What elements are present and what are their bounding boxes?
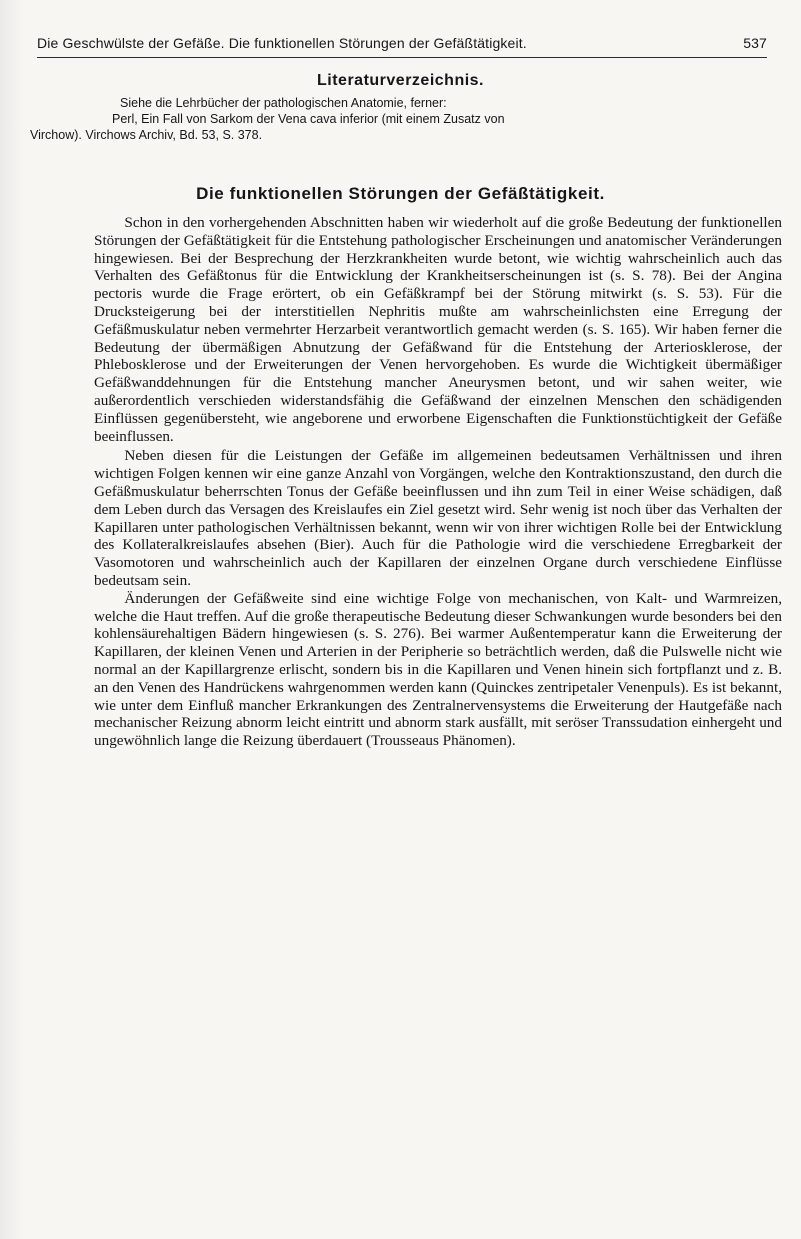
- page-header: [37, 33, 767, 58]
- reference-line-2: Virchow). Virchows Archiv, Bd. 53, S. 378.: [30, 128, 263, 142]
- literature-title: Literaturverzeichnis.: [317, 72, 484, 89]
- page-number: 537: [743, 35, 767, 51]
- running-head: Die Geschwülste der Gefäße. Die funktionellen Störungen der Gefäßtätigkeit.: [37, 35, 527, 51]
- paragraph-2: Neben diesen für die Leistungen der Gefäße im allgemeinen bedeutsamen Verhältnissen und ihren wichtigen Folgen kennen wir eine ganze Anzahl von Vorgängen, welche den Kontraktionszustand, den durch die Gefäßmuskulatur beherrschten Tonus der Gefäße beeinflussen und ihn zum Teil in einer Weise schädigen, daß dem Leben durch das Versagen des Kreislaufes ein Ziel gesetzt wird. Sehr wenig ist noch über das Verhalten der Kapillaren unter pathologischen Verhältnissen bekannt, wenn wir von ihrer wichtigen Rolle bei der Entwicklung des Kollateralkreislaufes absehen (Bier). Auch für die Pathologie wird die verschiedene Erregbarkeit der Vasomotoren und wahrscheinlich auch der Kapillaren der einzelnen Organe durch verschiedene Einflüsse bedeutsam sein.: [94, 447, 782, 589]
- section-body: [94, 214, 782, 750]
- paragraph-1: Schon in den vorhergehenden Abschnitten haben wir wiederholt auf die große Bedeutung der funktionellen Störungen der Gefäßtätigkeit für die Entstehung pathologischer Erscheinungen und anatomischer Veränderungen hingewiesen. Bei der Besprechung der Herzkrankheiten wurde betont, wie wichtig wahrscheinlich auch das Verhalten des Gefäßtonus für die Entwicklung der Krankheitserscheinungen ist (s. S. 78). Bei der Angina pectoris wurde die Frage erörtert, ob ein Gefäßkrampf bei der Störung mitwirkt (s. S. 53). Für die Drucksteigerung bei der interstitiellen Nephritis mußte am wahrscheinlichsten eine Erregung der Gefäßmuskulatur neben vermehrter Herzarbeit verantwortlich gemacht werden (s. S. 165). Wir haben ferner die Bedeutung der übermäßigen Abnutzung der Gefäßwand für die Entstehung der Arteriosklerose, der Phlebosklerose und der Erweiterungen der Venen hervorgehoben. Es wurde die Wichtigkeit übermäßiger Gefäßwanddehnungen für die Entstehung mancher Aneurysmen betont, und wir sahen weiter, wie außerordentlich verschieden widerstandsfähig die Gefäßwand der einzelnen Menschen den schädigenden Einflüssen gegenübersteht, wie angeborene und erworbene Eigenschaften die Funktionstüchtigkeit der Gefäße beeinflussen.: [94, 214, 782, 445]
- literature-intro: Siehe die Lehrbücher der pathologischen Anatomie, ferner:: [120, 96, 447, 110]
- reference-line-1: Perl, Ein Fall von Sarkom der Vena cava inferior (mit einem Zusatz von: [112, 112, 505, 126]
- paragraph-3: Änderungen der Gefäßweite sind eine wichtige Folge von mechanischen, von Kalt- und Warmreizen, welche die Haut treffen. Auf die große therapeutische Bedeutung dieser Schwankungen wurde besonders bei den kohlensäurehaltigen Bädern hingewiesen (s. S. 276). Bei warmer Außentemperatur kann die Erweiterung der Kapillaren, der kleinen Venen und Arterien in der Peripherie so beträchtlich werden, daß die Pulswelle nicht wie normal an der Kapillargrenze erlischt, sondern bis in die Kapillaren und Venen hinein sich fortpflanzt und z. B. an den Venen des Handrückens wahrgenommen werden kann (Quinckes zentripetaler Venenpuls). Es ist bekannt, wie unter dem Einfluß mancher Erkrankungen des Zentralnervensystems die Erweiterung der Hautgefäße nach mechanischer Reizung abnorm leicht eintritt und abnorm stark ausfällt, mit seröser Transsudation einhergeht und ungewöhnlich lange die Reizung überdauert (Trousseaus Phänomen).: [94, 589, 782, 750]
- literature-references: [30, 95, 780, 143]
- section-title: Die funktionellen Störungen der Gefäßtätigkeit.: [196, 184, 605, 203]
